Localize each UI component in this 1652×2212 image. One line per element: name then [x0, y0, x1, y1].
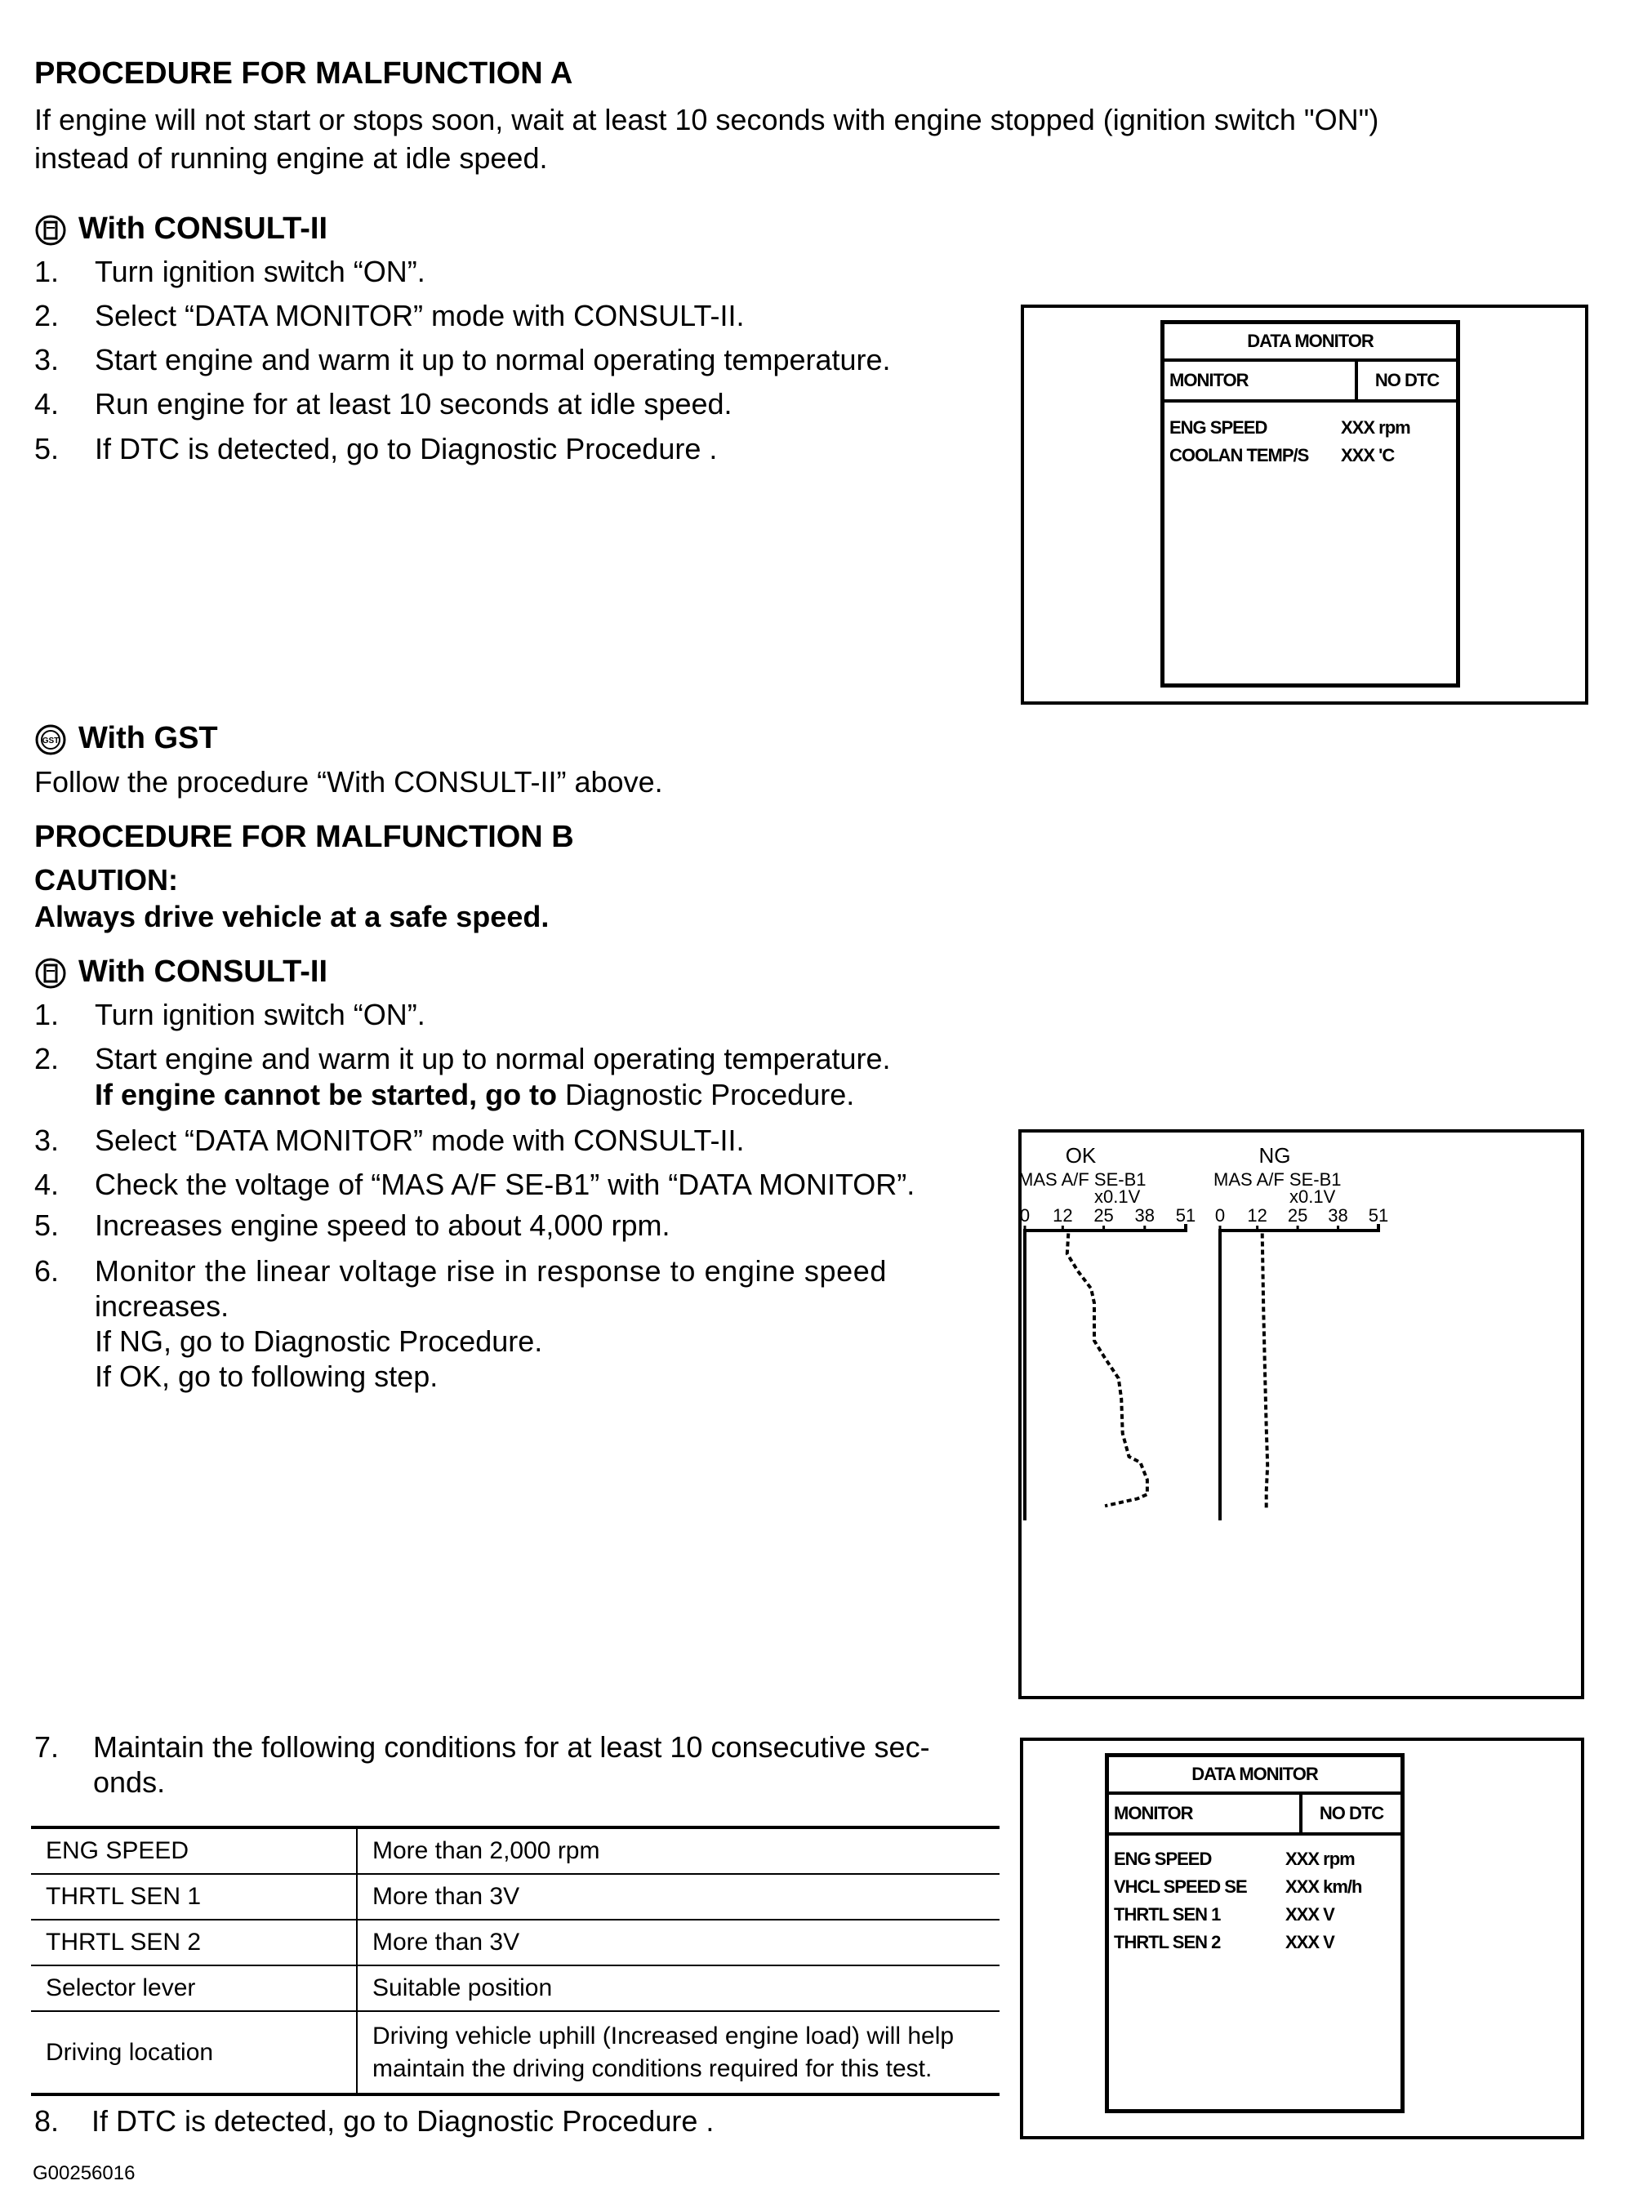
step-number: 1.: [34, 255, 60, 288]
condition-value: More than 3V: [357, 1920, 1000, 1965]
step-text: Turn ignition switch “ON”.: [95, 255, 425, 288]
step-number: 7.: [34, 1730, 60, 1764]
condition-item: Selector lever: [31, 1965, 357, 2011]
table-row: [31, 1965, 1000, 2011]
chart-title: OK: [1065, 1143, 1097, 1168]
tick-label: 12: [1053, 1205, 1073, 1226]
gst-text: Follow the procedure “With CONSULT-II” above.: [34, 765, 663, 799]
step-text: Select “DATA MONITOR” mode with CONSULT-II.: [95, 1124, 745, 1157]
step-text: Monitor the linear voltage rise in response to engine speed: [95, 1254, 887, 1288]
section-a-title: PROCEDURE FOR MALFUNCTION A: [34, 56, 573, 91]
monitor-value: XXX V: [1285, 1904, 1334, 1925]
condition-value: Driving vehicle uphill (Increased engine load) will help maintain the driving conditions required for this test.: [357, 2011, 1000, 2094]
table-row: [31, 2011, 1000, 2094]
diagnostic-link[interactable]: Diagnostic Procedure.: [557, 1078, 855, 1111]
step-number: 2.: [34, 299, 60, 332]
axis-unit: x0.1V: [1289, 1186, 1336, 1207]
step-bold: If engine cannot be started, go to: [95, 1078, 558, 1111]
axis-label: MAS A/F SE-B1: [1213, 1169, 1342, 1190]
monitor-value: XXX V: [1285, 1932, 1334, 1952]
monitor-item: ENG SPEED: [1169, 417, 1267, 438]
axis-unit: x0.1V: [1094, 1186, 1141, 1207]
monitor-row: [1109, 1873, 1400, 1901]
monitor-value: XXX rpm: [1341, 417, 1410, 438]
monitor-row: [1109, 1845, 1400, 1873]
step-text: onds.: [93, 1765, 166, 1799]
axis-line: [1220, 1224, 1378, 1520]
step-text: Start engine and warm it up to normal operating temperature.: [95, 343, 891, 376]
no-dtc: NO DTC: [1374, 370, 1440, 390]
svg-text:GST: GST: [42, 737, 60, 745]
step-text: If NG, go to Diagnostic Procedure.: [95, 1324, 543, 1358]
condition-value: Suitable position: [357, 1965, 1000, 2011]
condition-item: THRTL SEN 1: [31, 1874, 357, 1920]
monitor-title: DATA MONITOR: [1109, 1757, 1400, 1795]
step-number: 4.: [34, 387, 60, 421]
step-text: Start engine and warm it up to normal operating temperature.: [95, 1042, 891, 1075]
monitor-item: ENG SPEED: [1114, 1849, 1212, 1869]
monitor-title: DATA MONITOR: [1164, 324, 1456, 362]
step-number: 6.: [34, 1254, 60, 1288]
monitor-row: [1109, 1929, 1400, 1956]
step-text: increases.: [95, 1289, 229, 1323]
consult-heading-b: With CONSULT-II: [78, 955, 328, 989]
data-series-ng: [1262, 1234, 1268, 1509]
caution-label: CAUTION:: [34, 863, 178, 897]
condition-value: More than 3V: [357, 1874, 1000, 1920]
monitor-item: THRTL SEN 2: [1114, 1932, 1221, 1952]
tick-label: 25: [1093, 1205, 1114, 1226]
step-number: 5.: [34, 432, 60, 465]
tick-label: 51: [1175, 1205, 1196, 1226]
step-text: If DTC is detected, go to Diagnostic Procedure .: [95, 432, 718, 465]
no-dtc: NO DTC: [1319, 1803, 1384, 1823]
monitor-item: VHCL SPEED SE: [1114, 1876, 1247, 1897]
step-number: 5.: [34, 1208, 60, 1242]
monitor-item: THRTL SEN 1: [1114, 1904, 1221, 1925]
section-b-title: PROCEDURE FOR MALFUNCTION B: [34, 820, 574, 854]
tick-label: 0: [1214, 1205, 1226, 1226]
intro-line: If engine will not start or stops soon, wait at least 10 seconds with engine stopped (ignition switch "ON"): [34, 103, 1379, 136]
monitor-value: XXX km/h: [1285, 1876, 1362, 1897]
gst-heading: With GST: [78, 721, 218, 755]
step-number: 8.: [34, 2104, 60, 2138]
tick-label: 0: [1019, 1205, 1031, 1226]
step-number: 2.: [34, 1042, 60, 1075]
tick-label: 51: [1368, 1205, 1389, 1226]
tick-label: 12: [1247, 1205, 1267, 1226]
data-monitor-screen-2: [1105, 1753, 1405, 2113]
step-text: Check the voltage of “MAS A/F SE-B1” with “DATA MONITOR”.: [95, 1168, 915, 1201]
monitor-item: COOLAN TEMP/S: [1169, 445, 1309, 465]
step-text: If OK, go to following step.: [95, 1360, 439, 1393]
step-number: 3.: [34, 343, 60, 376]
step-text: Maintain the following conditions for at least 10 consecutive sec-: [93, 1730, 930, 1764]
monitor-col: MONITOR: [1109, 1795, 1302, 1832]
data-series-ok: [1067, 1234, 1147, 1507]
step-text: Run engine for at least 10 seconds at idle speed.: [95, 387, 732, 421]
figure-code: G00256016: [33, 2162, 136, 2184]
step-number: 4.: [34, 1168, 60, 1201]
tick-label: 38: [1134, 1205, 1156, 1226]
condition-item: THRTL SEN 2: [31, 1920, 357, 1965]
intro-line: instead of running engine at idle speed.: [34, 141, 548, 175]
step-text: Select “DATA MONITOR” mode with CONSULT-II.: [95, 299, 745, 332]
step-text: Increases engine speed to about 4,000 rpm.: [95, 1208, 670, 1242]
chart-title: NG: [1258, 1143, 1291, 1168]
tick-label: 38: [1328, 1205, 1348, 1226]
step-text: If DTC is detected, go to Diagnostic Procedure .: [91, 2104, 715, 2138]
axis-line: [1025, 1224, 1186, 1520]
monitor-value: XXX 'C: [1341, 445, 1395, 465]
monitor-row: [1109, 1901, 1400, 1929]
condition-value: More than 2,000 rpm: [357, 1827, 1000, 1874]
table-row: [31, 1827, 1000, 1874]
step-text: Turn ignition switch “ON”.: [95, 998, 425, 1031]
caution-text: Always drive vehicle at a safe speed.: [34, 900, 550, 933]
step-number: 1.: [34, 998, 60, 1031]
condition-item: ENG SPEED: [31, 1827, 357, 1874]
axis-label: MAS A/F SE-B1: [1018, 1169, 1147, 1190]
monitor-col: MONITOR: [1164, 362, 1358, 399]
monitor-value: XXX rpm: [1285, 1849, 1355, 1869]
condition-item: Driving location: [31, 2011, 357, 2094]
step-number: 3.: [34, 1124, 60, 1157]
consult-heading: With CONSULT-II: [78, 211, 328, 246]
tick-label: 25: [1287, 1205, 1308, 1226]
table-row: [31, 1874, 1000, 1920]
conditions-table: [31, 1826, 1000, 2096]
table-row: [31, 1920, 1000, 1965]
